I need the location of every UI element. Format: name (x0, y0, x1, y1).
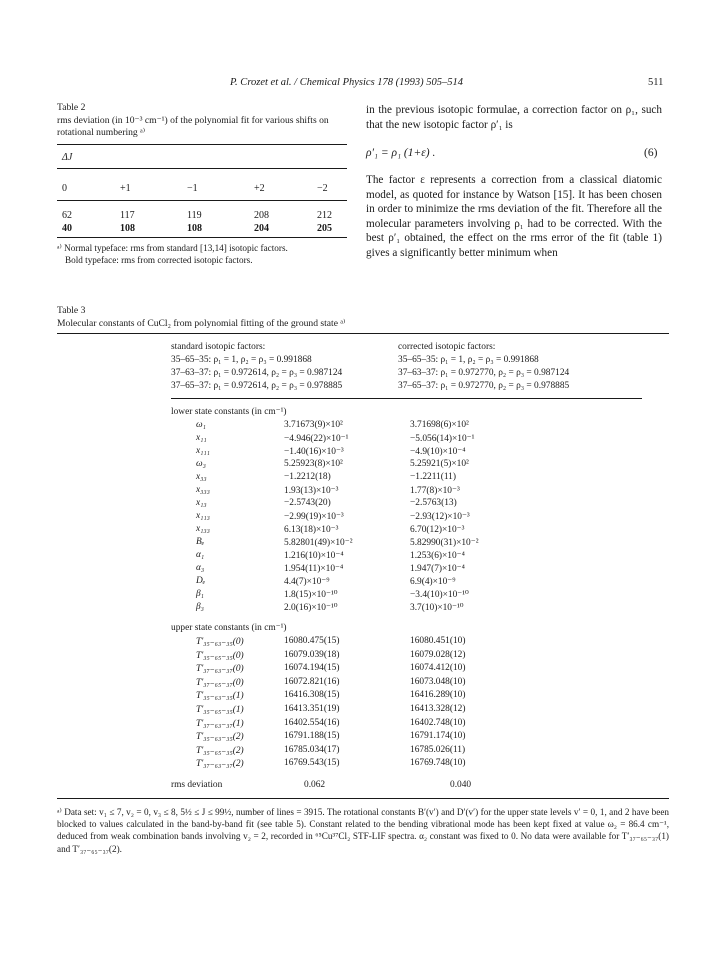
table2-col-4: −2 (317, 183, 328, 194)
table3-section-rule (171, 398, 642, 399)
table3-top-rule (57, 333, 669, 334)
table3-bottom-rule (57, 798, 669, 799)
constant-symbol: Dₑ (196, 576, 206, 586)
corrected-value: 16785.026(11) (410, 744, 466, 755)
constant-symbol: T′₃₇₋₆₃₋₃₇(1) (196, 718, 244, 729)
corrected-value: 3.7(10)×10⁻¹⁰ (410, 603, 464, 613)
rms-deviation-standard: 0.062 (304, 780, 326, 790)
constant-symbol: x₃₃₃ (196, 485, 210, 495)
standard-value: −2.99(19)×10⁻³ (284, 512, 344, 522)
running-header-title: P. Crozet et al. / Chemical Physics 178 (1993) 505–514 (230, 77, 464, 88)
corrected-value: −5.056(14)×10⁻¹ (410, 434, 475, 444)
standard-value: 5.82801(49)×10⁻² (284, 538, 353, 548)
standard-value: 2.0(16)×10⁻¹⁰ (284, 603, 338, 613)
corrected-value: 16413.328(12) (410, 704, 466, 714)
standard-value: 5.25923(8)×10² (284, 459, 343, 469)
standard-value: 4.4(7)×10⁻⁹ (284, 577, 330, 587)
rms-deviation-corrected: 0.040 (450, 780, 472, 790)
constant-symbol: x₁₃ (196, 498, 207, 508)
table2-caption-block (57, 102, 347, 140)
standard-value: 1.93(13)×10⁻³ (284, 486, 339, 496)
equation-6: ρ′₁ = ρ₁ (1+ε) . (366, 147, 436, 159)
table2-cell: 117 (120, 210, 135, 221)
table2-footnote-line1: ᵃ⁾ Normal typeface: rms from standard [13,14] isotopic factors. (57, 243, 288, 253)
constant-symbol: x₃₃ (196, 472, 207, 482)
constant-symbol: ω₁ (196, 420, 206, 430)
equation-number: (6) (644, 147, 658, 159)
corrected-value: 16073.048(10) (410, 676, 466, 687)
corrected-value: 16402.748(10) (410, 717, 466, 728)
constant-symbol: T′₃₅₋₆₅₋₃₅(0) (196, 650, 244, 661)
corrected-value: 16416.289(10) (410, 690, 466, 701)
standard-value: 16402.554(16) (284, 717, 340, 728)
table2-label: Table 2 (57, 102, 86, 113)
standard-value: 16074.194(15) (284, 663, 340, 674)
corrected-value: 5.25921(5)×10² (410, 459, 469, 469)
standard-value: −4.946(22)×10⁻¹ (284, 434, 349, 444)
constant-symbol: T′₃₇₋₆₃₋₃₇(0) (196, 664, 244, 675)
table2-col-3: +2 (254, 183, 265, 194)
table2-footnote-line2: Bold typeface: rms from corrected isotopic factors. (65, 255, 253, 265)
standard-value: −1.2212(18) (284, 472, 331, 482)
constant-symbol: x₁₁ (196, 433, 207, 443)
corrected-value: −1.2211(11) (410, 472, 456, 482)
corrected-value: 6.9(4)×10⁻⁹ (410, 577, 456, 587)
corrected-value: 1.77(8)×10⁻³ (410, 486, 460, 496)
corrected-value: 16080.451(10) (410, 636, 466, 646)
corrected-value: 1.253(6)×10⁻⁴ (410, 551, 465, 561)
table2-cell: 108 (187, 223, 202, 234)
table2-cell: 204 (254, 223, 269, 234)
standard-value: −1.40(16)×10⁻³ (284, 447, 344, 457)
std-isotopic-line: 37–65–37: ρ₁ = 0.972614, ρ₂ = ρ₃ = 0.978885 (171, 381, 343, 391)
constant-symbol: β₃ (196, 602, 204, 612)
lower-state-header: lower state constants (in cm⁻¹) (171, 407, 287, 417)
table2-footnote (57, 242, 357, 266)
constant-symbol: α₃ (196, 563, 205, 573)
corrected-value: −3.4(10)×10⁻¹⁰ (410, 590, 469, 600)
constant-symbol: T′₃₇₋₆₅₋₃₇(0) (196, 677, 244, 688)
corrected-value: 5.82990(31)×10⁻² (410, 538, 479, 548)
standard-value: 16413.351(19) (284, 704, 340, 714)
page-number: 511 (648, 77, 664, 88)
table3-caption: Molecular constants of CuCl₂ from polynomial fitting of the ground state ᵃ⁾ (57, 317, 346, 329)
table2-caption: rms deviation (in 10⁻³ cm⁻¹) of the polynomial fit for various shifts on rotational numbering ᵃ⁾ (57, 114, 329, 138)
std-isotopic-line: 35–65–35: ρ₁ = 1, ρ₂ = ρ₃ = 0.991868 (171, 355, 312, 365)
table3-caption-block (57, 305, 345, 330)
constant-symbol: x₁₁₃ (196, 511, 210, 521)
table2-col-0: 0 (62, 183, 67, 194)
constant-symbol: β₁ (196, 589, 204, 599)
constant-symbol: Bₑ (196, 537, 205, 547)
corrected-value: −2.5763(13) (410, 498, 457, 508)
corr-isotopic-line: 37–65–37: ρ₁ = 0.972770, ρ₂ = ρ₃ = 0.978885 (398, 381, 570, 391)
constant-symbol: T′₃₅₋₆₅₋₃₅(2) (196, 745, 244, 756)
table2-top-rule (57, 144, 347, 145)
corrected-value: −2.93(12)×10⁻³ (410, 512, 470, 522)
table3-footnote: ᵃ⁾ Data set: v₁ ≤ 7, v₂ = 0, v₃ ≤ 8, 5½ ≤ J ≤ 99½, number of lines = 3915. The rotational constants B′(v′) and D′(v′) for the upper state levels v′ = 0, 1, and 2 have been blocked to values calculated in the band-by-band fit (see table 5). Constant related to the bending vibrational mode has been kept fixed at value ω₂ = 86.4 cm⁻¹, deduced from weak combination bands involving v₂ = 2, recorded in ⁶⁵Cu³⁷Cl₂ STF-LIF spectra. α₂ constant was fixed to 0. No data were available for T′₃₇₋₆₅₋₃₇(1) and T′₃₇₋₆₅₋₃₇(2). (57, 807, 669, 854)
standard-value: 16080.475(15) (284, 636, 340, 646)
table2-body-rule (57, 200, 347, 201)
table2-cell: 205 (317, 223, 332, 234)
standard-value: 3.71673(9)×10² (284, 420, 343, 430)
table2-cell: 40 (62, 223, 72, 234)
constant-symbol: ω₃ (196, 459, 206, 469)
table2-cell: 119 (187, 210, 202, 221)
table3-label: Table 3 (57, 305, 86, 316)
standard-value: 16072.821(16) (284, 676, 340, 687)
table2-cell: 62 (62, 210, 72, 221)
corrected-value: −4.9(10)×10⁻⁴ (410, 447, 466, 457)
corrected-value: 16079.028(12) (410, 649, 466, 660)
corrected-value: 6.70(12)×10⁻³ (410, 525, 465, 535)
constant-symbol: x₁₃₃ (196, 524, 210, 534)
constant-symbol: T′₃₅₋₆₃₋₃₅(1) (196, 691, 244, 702)
corrected-value: 16791.174(10) (410, 731, 466, 742)
upper-state-header: upper state constants (in cm⁻¹) (171, 623, 287, 633)
body-paragraph-2: The factor ε represents a correction from a classical diatomic model, as quoted for instance by Watson [15]. It has been chosen in order to minimize the rms deviation of the fit. Therefore all the molecular parameters involving ρ₁ had to be corrected. With the best ρ′₁ obtained, the effect on the rms error of the fit (table 1) gives a significantly better minimum when (366, 174, 662, 259)
standard-value: 1.216(10)×10⁻⁴ (284, 551, 344, 561)
constant-symbol: T′₃₅₋₆₃₋₃₅(2) (196, 732, 244, 743)
standard-value: 16791.188(15) (284, 731, 340, 742)
corr-isotopic-header: corrected isotopic factors: (398, 342, 496, 352)
constant-symbol: T′₃₅₋₆₅₋₃₅(1) (196, 705, 244, 715)
table2-col-2: −1 (187, 183, 198, 194)
std-isotopic-line: 37–63–37: ρ₁ = 0.972614, ρ₂ = ρ₃ = 0.987124 (171, 368, 343, 378)
corrected-value: 3.71698(6)×10² (410, 420, 469, 430)
standard-value: −2.5743(20) (284, 498, 331, 508)
std-isotopic-header: standard isotopic factors: (171, 342, 266, 352)
standard-value: 6.13(18)×10⁻³ (284, 525, 339, 535)
standard-value: 16416.308(15) (284, 690, 340, 701)
constant-symbol: T′₃₅₋₆₃₋₃₅(0) (196, 637, 244, 647)
corrected-value: 16074.412(10) (410, 663, 466, 674)
standard-value: 16769.543(15) (284, 758, 340, 769)
corrected-value: 16769.748(10) (410, 758, 466, 769)
table2-col-1: +1 (120, 183, 131, 194)
corr-isotopic-line: 35–65–35: ρ₁ = 1, ρ₂ = ρ₃ = 0.991868 (398, 355, 539, 365)
table2-delta-label: ΔJ (62, 152, 73, 163)
table2-cell: 212 (317, 210, 332, 221)
table2-bottom-rule (57, 237, 347, 238)
constant-symbol: α₁ (196, 550, 205, 560)
table2-cell: 108 (120, 223, 135, 234)
standard-value: 16079.039(18) (284, 649, 340, 660)
standard-value: 1.954(11)×10⁻⁴ (284, 564, 344, 574)
table2-cell: 208 (254, 210, 269, 221)
standard-value: 16785.034(17) (284, 744, 340, 755)
standard-value: 1.8(15)×10⁻¹⁰ (284, 590, 338, 600)
body-paragraph-1: in the previous isotopic formulae, a correction factor on ρ₁, such that the new isotopic factor ρ′₁ is (366, 104, 662, 131)
table2-header-rule (57, 168, 347, 169)
corr-isotopic-line: 37–63–37: ρ₁ = 0.972770, ρ₂ = ρ₃ = 0.987124 (398, 368, 570, 378)
constant-symbol: x₁₁₁ (196, 446, 210, 456)
corrected-value: 1.947(7)×10⁻⁴ (410, 564, 465, 574)
constant-symbol: T′₃₇₋₆₃₋₃₇(2) (196, 759, 244, 770)
rms-deviation-label: rms deviation (171, 780, 223, 790)
